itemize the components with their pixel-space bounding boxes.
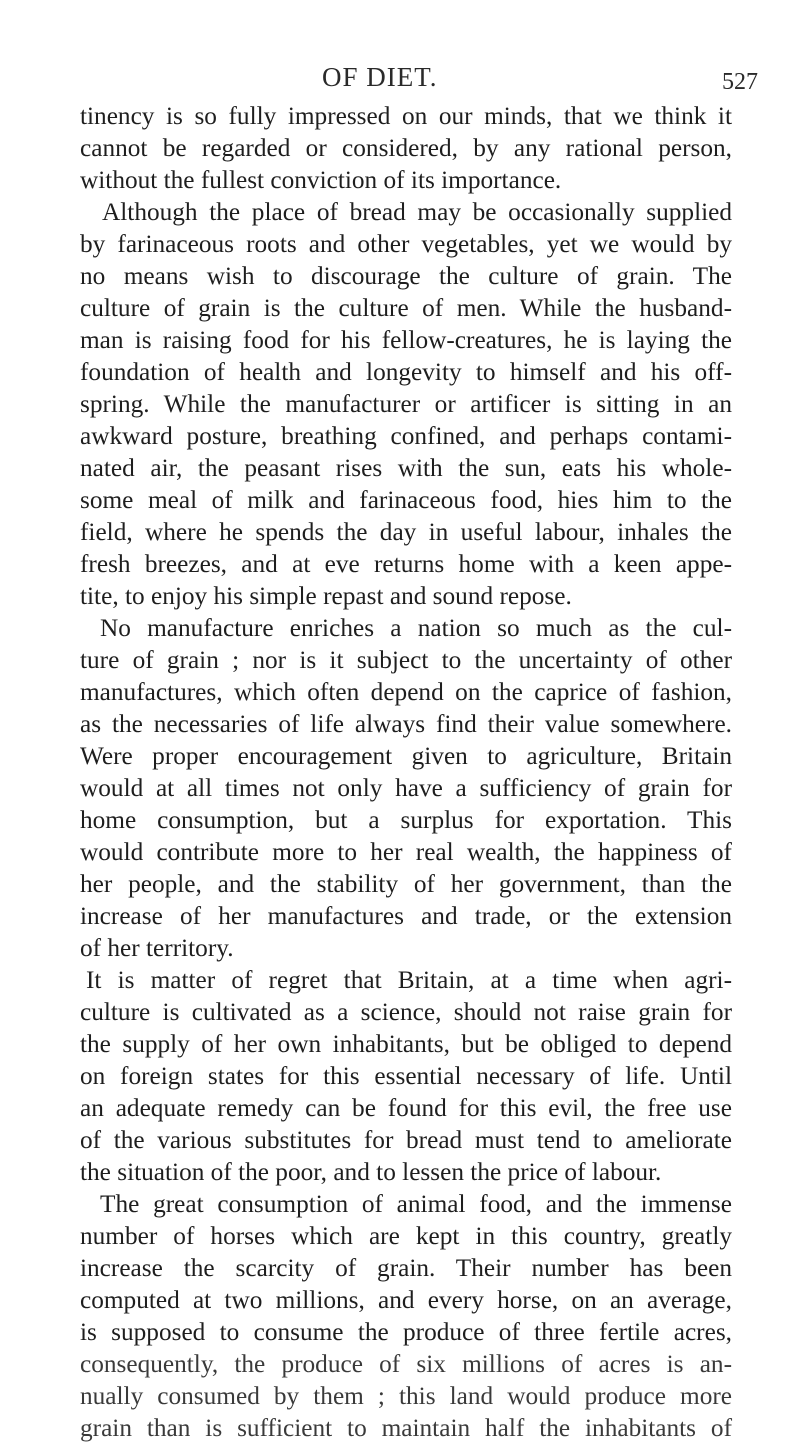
text-line: by farinaceous roots and other vegetables, yet we would by [80, 230, 732, 258]
text-line: no means wish to discourage the culture of grain. The [80, 262, 732, 290]
text-line: on foreign states for this essential necessary of life. Until [80, 1062, 732, 1090]
text-line: would at all times not only have a sufficiency of grain for [80, 774, 732, 802]
text-line: Were proper encouragement given to agriculture, Britain [80, 742, 732, 770]
page-number: 527 [722, 69, 758, 95]
text-line: would contribute more to her real wealth, the happiness of [80, 838, 732, 866]
text-line: consequently, the produce of six millions of acres is an- [80, 1350, 732, 1378]
text-line: home consumption, but a surplus for exportation. This [80, 806, 732, 834]
text-line: culture is cultivated as a science, should not raise grain for [80, 998, 732, 1026]
text-line: field, where he spends the day in useful labour, inhales the [80, 518, 732, 546]
text-line: fresh breezes, and at eve returns home with a keen appe- [80, 550, 732, 578]
running-title: OF DIET. [322, 62, 438, 92]
text-line: It is matter of regret that Britain, at a time when agri- [86, 966, 732, 994]
text-line: grain than is sufficient to maintain half the inhabitants of [80, 1414, 732, 1442]
text-line: foundation of health and longevity to himself and his off- [80, 358, 732, 386]
text-line: No manufacture enriches a nation so much as the cul- [100, 614, 732, 642]
text-line: computed at two millions, and every horse, on an average, [80, 1286, 732, 1314]
text-line: the supply of her own inhabitants, but be obliged to depend [80, 1030, 732, 1058]
running-head [0, 62, 800, 102]
text-line: Although the place of bread may be occasionally supplied [102, 198, 732, 226]
text-line: man is raising food for his fellow-creatures, he is laying the [80, 326, 732, 354]
text-line: an adequate remedy can be found for this evil, the free use [80, 1094, 732, 1122]
text-line: tinency is so fully impressed on our minds, that we think it [80, 102, 732, 130]
text-line: culture of grain is the culture of men. While the husband- [80, 294, 732, 322]
text-line: cannot be regarded or considered, by any rational person, [80, 134, 732, 162]
text-line: number of horses which are kept in this country, greatly [80, 1222, 732, 1250]
text-line: spring. While the manufacturer or artificer is sitting in an [80, 390, 732, 418]
text-line: her people, and the stability of her government, than the [80, 870, 732, 898]
text-line: awkward posture, breathing confined, and perhaps contami- [80, 422, 732, 450]
text-line: increase of her manufactures and trade, or the extension [80, 902, 732, 930]
text-line: as the necessaries of life always find their value somewhere. [80, 710, 732, 738]
text-line: of the various substitutes for bread must tend to ameliorate [80, 1126, 732, 1154]
text-line: The great consumption of animal food, and the immense [100, 1190, 732, 1218]
text-line: some meal of milk and farinaceous food, hies him to the [80, 486, 732, 514]
text-line: nated air, the peasant rises with the sun, eats his whole- [80, 454, 732, 482]
text-line: increase the scarcity of grain. Their number has been [80, 1254, 732, 1282]
text-line: ture of grain ; nor is it subject to the uncertainty of other [80, 646, 732, 674]
text-line: nually consumed by them ; this land would produce more [80, 1382, 732, 1410]
body-text [80, 100, 732, 1444]
text-line: the situation of the poor, and to lessen the price of labour. [80, 1158, 662, 1186]
text-line: manufactures, which often depend on the caprice of fashion, [80, 678, 732, 706]
text-line: is supposed to consume the produce of three fertile acres, [80, 1318, 732, 1346]
text-line: of her territory. [80, 934, 234, 962]
text-line: tite, to enjoy his simple repast and sound repose. [80, 582, 572, 610]
text-line: without the fullest conviction of its importance. [80, 166, 562, 194]
